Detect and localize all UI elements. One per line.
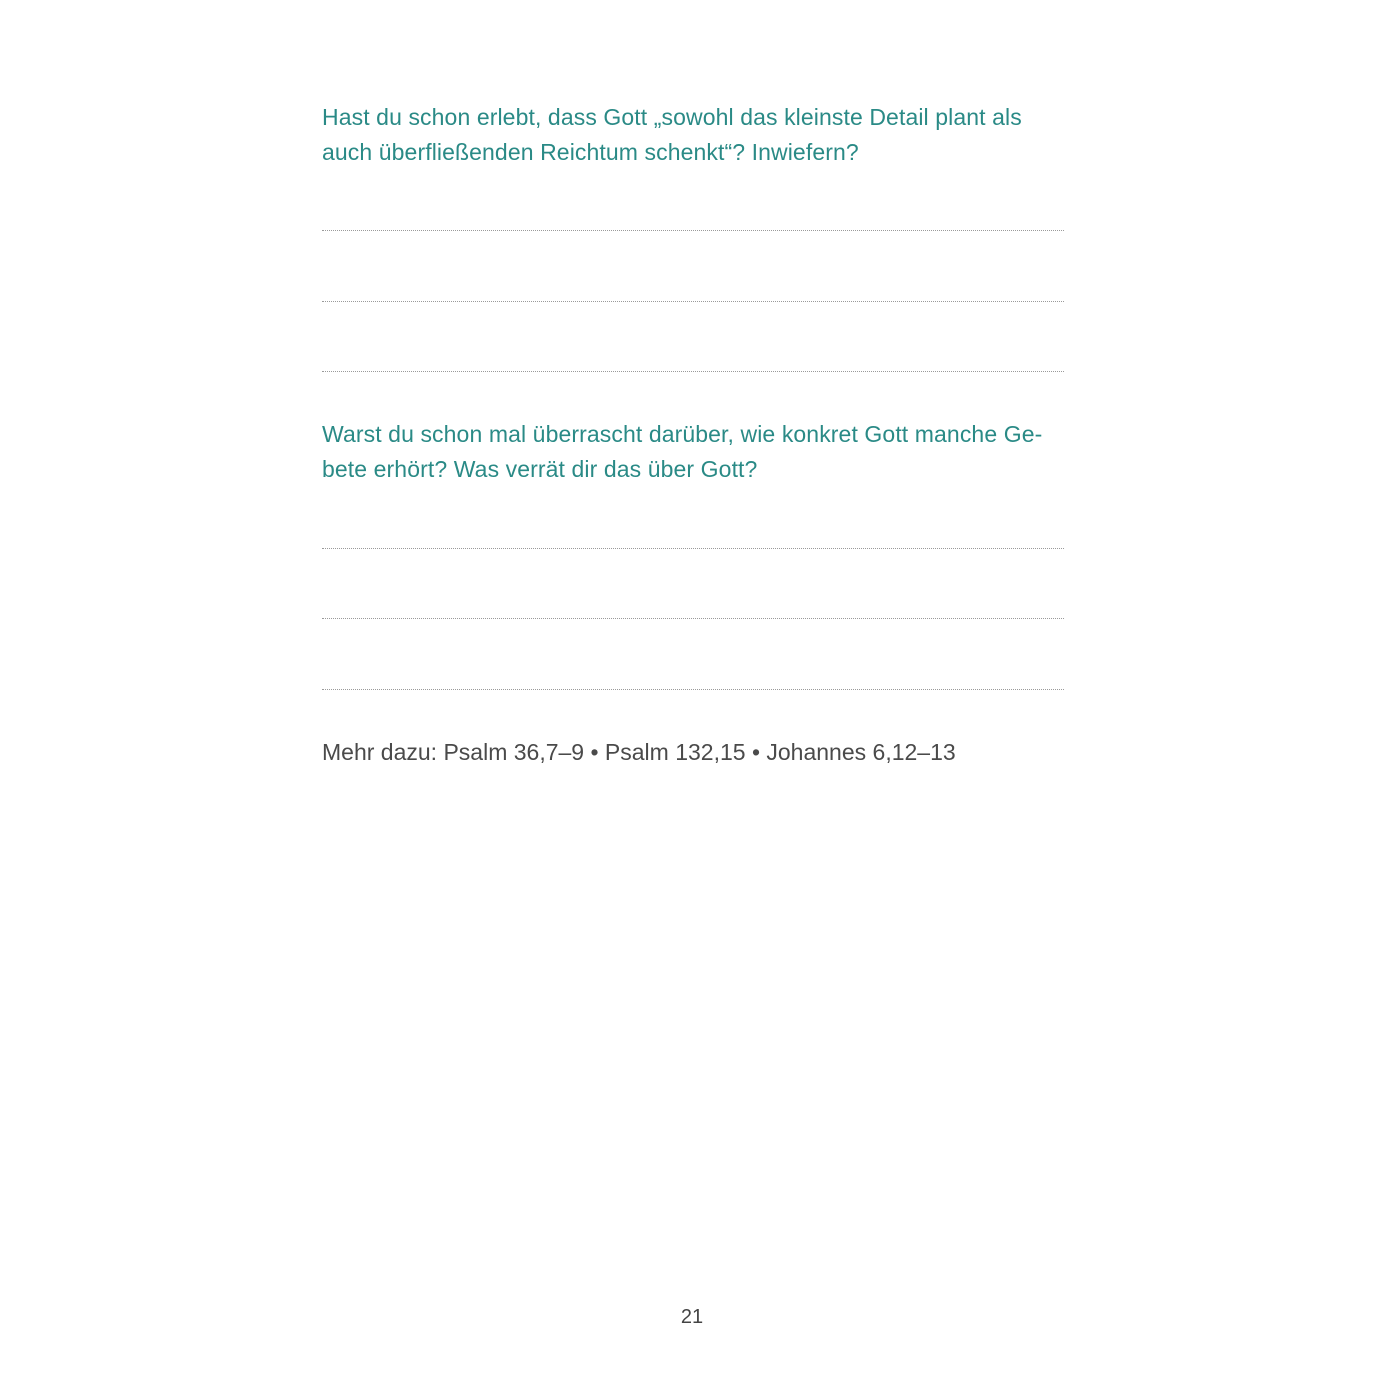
answer-line-1 — [322, 230, 1064, 231]
answer-line-6 — [322, 689, 1064, 690]
page-number: 21 — [680, 1306, 704, 1328]
question-2-line-1: Warst du schon mal überrascht darüber, wie konkret Gott manche Ge- — [322, 421, 1043, 447]
question-2-line-2: bete erhört? Was verrät dir das über Gott? — [322, 456, 758, 482]
question-1 — [322, 100, 1064, 170]
answer-line-3 — [322, 371, 1064, 372]
answer-line-2 — [322, 301, 1064, 302]
question-1-line-1: Hast du schon erlebt, dass Gott „sowohl das kleinste Detail plant als — [322, 104, 1022, 130]
question-2 — [322, 417, 1064, 487]
answer-line-5 — [322, 618, 1064, 619]
answer-line-4 — [322, 548, 1064, 549]
question-1-line-2: auch überfließenden Reichtum schenkt“? Inwiefern? — [322, 139, 859, 165]
further-reading: Mehr dazu: Psalm 36,7–9 • Psalm 132,15 • Johannes 6,12–13 — [322, 739, 956, 765]
